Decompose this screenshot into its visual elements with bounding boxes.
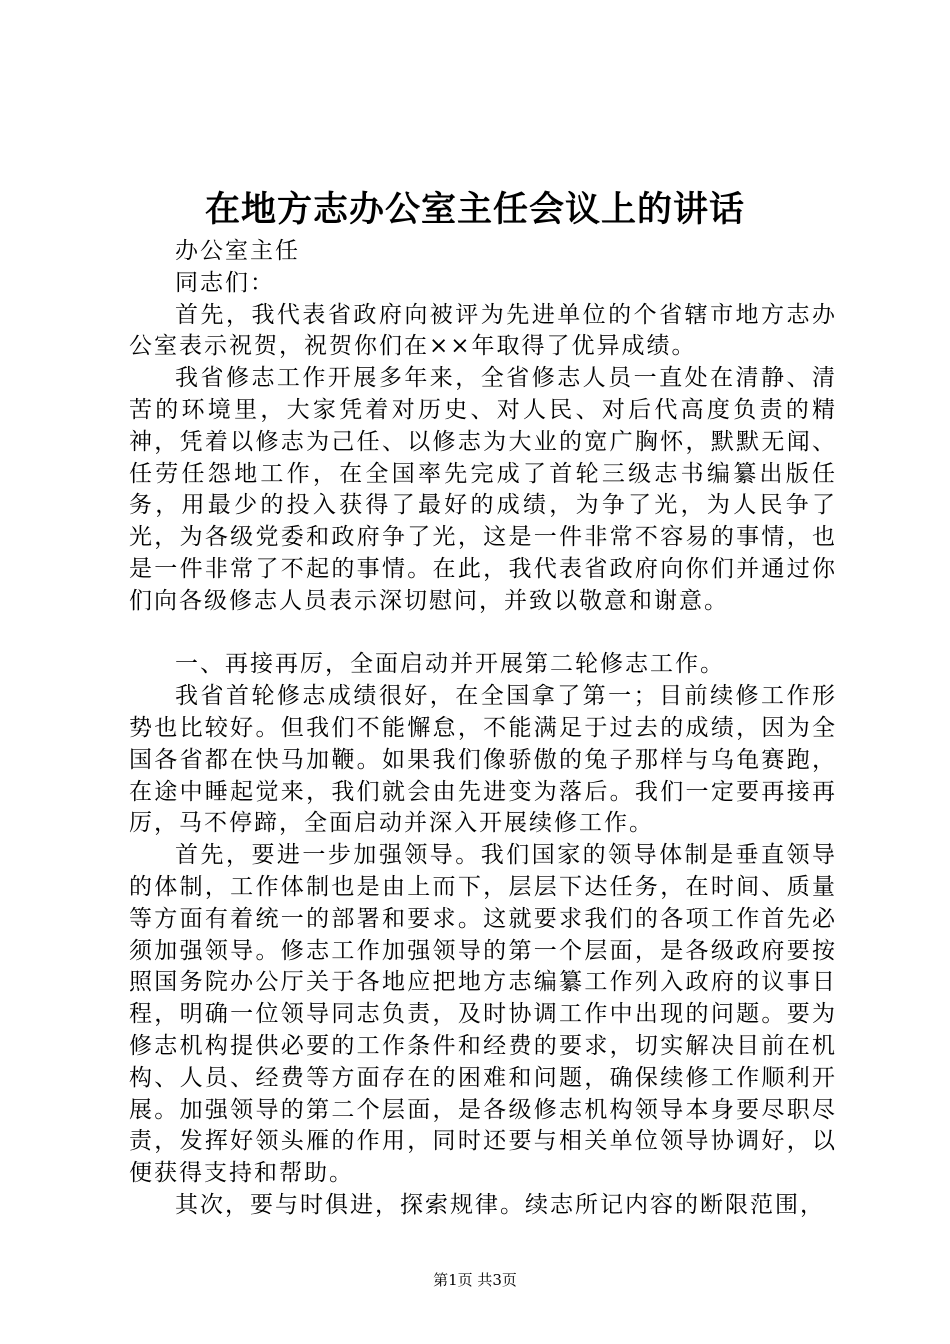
section-heading-one: 一、再接再厉，全面启动并开展第二轮修志工作。 bbox=[175, 651, 725, 678]
document-body bbox=[129, 236, 837, 1222]
paragraph-achievements: 我省修志工作开展多年来，全省修志人员一直处在清静、清苦的环境里，大家凭着对历史、对人民、对后代高度负责的精神，凭着以修志为己任、以修志为大业的宽广胸怀，默默无闻、任劳任怨地工作，在全国率先完成了首轮三级志书编纂出版任务，用最少的投入获得了最好的成绩，为争了光，为人民争了光，为各级党委和政府争了光，这是一件非常不容易的事情，也是一件非常了不起的事情。在此，我代表省政府向你们并通过你们向各级修志人员表示深切慰问，并致以敬意和谢意。 bbox=[129, 365, 837, 614]
page-number-footer: 第1页 共3页 bbox=[433, 1271, 517, 1289]
document-title: 在地方志办公室主任会议上的讲话 bbox=[204, 189, 745, 230]
paragraph-congratulations: 首先，我代表省政府向被评为先进单位的个省辖市地方志办公室表示祝贺，祝贺你们在××年取得了优异成绩。 bbox=[129, 301, 837, 360]
paragraph-keep-pace: 其次，要与时俱进，探索规律。续志所记内容的断限范围， bbox=[175, 1191, 825, 1218]
author-line: 办公室主任 bbox=[175, 238, 300, 264]
paragraph-leadership: 首先，要进一步加强领导。我们国家的领导体制是垂直领导的体制，工作体制也是由上而下，层层下达任务，在时间、质量等方面有着统一的部署和要求。这就要求我们的各项工作首先必须加强领导。修志工作加强领导的第一个层面，是各级政府要按照国务院办公厅关于各地应把地方志编纂工作列入政府的议事日程，明确一位领导同志负责，及时协调工作中出现的问题。要为修志机构提供必要的工作条件和经费的要求，切实解决目前在机构、人员、经费等方面存在的困难和问题，确保续修工作顺利开展。加强领导的第二个层面，是各级修志机构领导本身要尽职尽责，发挥好领头雁的作用，同时还要与相关单位领导协调好，以便获得支持和帮助。 bbox=[129, 842, 837, 1187]
salutation: 同志们： bbox=[175, 269, 275, 296]
paragraph-continue-work: 我省首轮修志成绩很好，在全国拿了第一；目前续修工作形势也比较好。但我们不能懈怠，不能满足于过去的成绩，因为全国各省都在快马加鞭。如果我们像骄傲的兔子那样与乌龟赛跑，在途中睡起觉来，我们就会由先进变为落后。我们一定要再接再厉，马不停蹄，全面启动并深入开展续修工作。 bbox=[129, 683, 837, 837]
